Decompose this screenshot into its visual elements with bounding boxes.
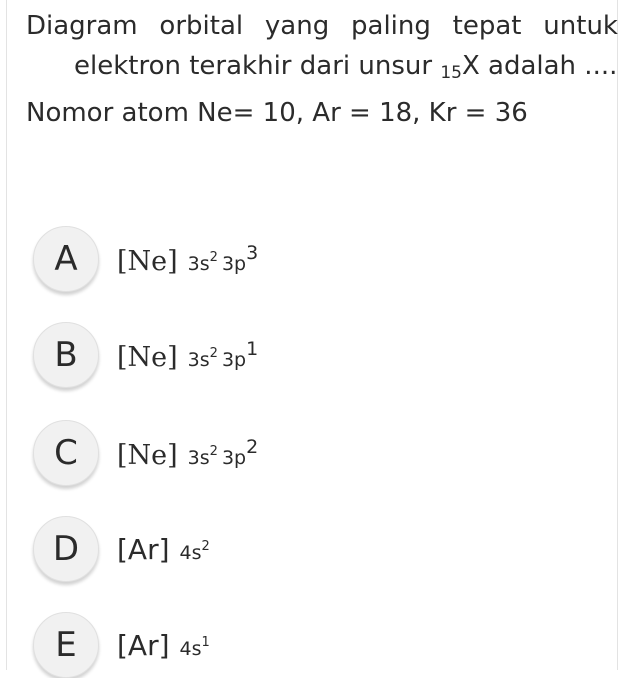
option-c-orbital-2-electrons: 2 — [246, 435, 259, 458]
option-b[interactable] — [33, 322, 258, 388]
option-e-orbital-1 — [180, 635, 210, 660]
option-b-orbital-2 — [222, 338, 258, 371]
option-b-orbital-1-label: 3s — [187, 348, 210, 371]
option-d-letter-badge[interactable]: D — [33, 516, 99, 582]
option-a-core: [Ne] — [117, 245, 178, 277]
option-b-orbital-1 — [188, 346, 218, 371]
option-c-orbital-2-label: 3p — [221, 446, 247, 469]
question-text — [26, 6, 618, 133]
option-d-answer — [117, 533, 210, 566]
option-a-orbital-2 — [222, 242, 258, 275]
option-e-orbital-1-electrons: 1 — [201, 634, 210, 650]
option-e-answer — [117, 629, 210, 662]
option-c-answer — [117, 436, 258, 471]
option-d[interactable] — [33, 516, 210, 582]
question-line-2-end: X adalah .... — [461, 51, 618, 81]
option-a-answer — [117, 242, 258, 277]
option-d-orbital-1-label: 4s — [179, 541, 202, 564]
option-e[interactable] — [33, 612, 210, 678]
option-c-orbital-1-label: 3s — [187, 446, 210, 469]
option-b-core: [Ne] — [117, 341, 178, 373]
question-line-2 — [26, 46, 618, 93]
option-a-orbital-1-electrons: 2 — [209, 249, 218, 265]
option-a-letter-badge[interactable]: A — [33, 226, 99, 292]
option-b-orbital-2-label: 3p — [221, 348, 247, 371]
option-c-orbital-2 — [222, 436, 258, 469]
question-line-3: Nomor atom Ne= 10, Ar = 18, Kr = 36 — [26, 98, 528, 128]
option-b-orbital-2-electrons: 1 — [246, 337, 259, 360]
option-c-core: [Ne] — [117, 439, 178, 471]
option-c-orbital-1 — [188, 444, 218, 469]
option-b-letter-badge[interactable]: B — [33, 322, 99, 388]
option-d-orbital-1 — [180, 539, 210, 564]
option-e-core: [Ar] — [117, 628, 170, 662]
option-c[interactable] — [33, 420, 258, 486]
option-b-answer — [117, 338, 258, 373]
option-d-core: [Ar] — [117, 532, 170, 566]
option-a-orbital-1 — [188, 250, 218, 275]
atomic-number-subscript: 15 — [440, 63, 462, 83]
question-line-1: Diagram orbital yang paling tepat untuk — [26, 11, 618, 41]
option-c-orbital-1-electrons: 2 — [209, 443, 218, 459]
option-a-orbital-1-label: 3s — [187, 252, 210, 275]
option-b-orbital-1-electrons: 2 — [209, 345, 218, 361]
option-c-letter-badge[interactable]: C — [33, 420, 99, 486]
option-a-orbital-2-label: 3p — [221, 252, 247, 275]
option-a-orbital-2-electrons: 3 — [246, 241, 259, 264]
question-line-2-start: elektron terakhir dari unsur — [74, 51, 441, 81]
option-e-orbital-1-label: 4s — [179, 637, 202, 660]
option-d-orbital-1-electrons: 2 — [201, 538, 210, 554]
option-a[interactable] — [33, 226, 258, 292]
option-e-letter-badge[interactable]: E — [33, 612, 99, 678]
